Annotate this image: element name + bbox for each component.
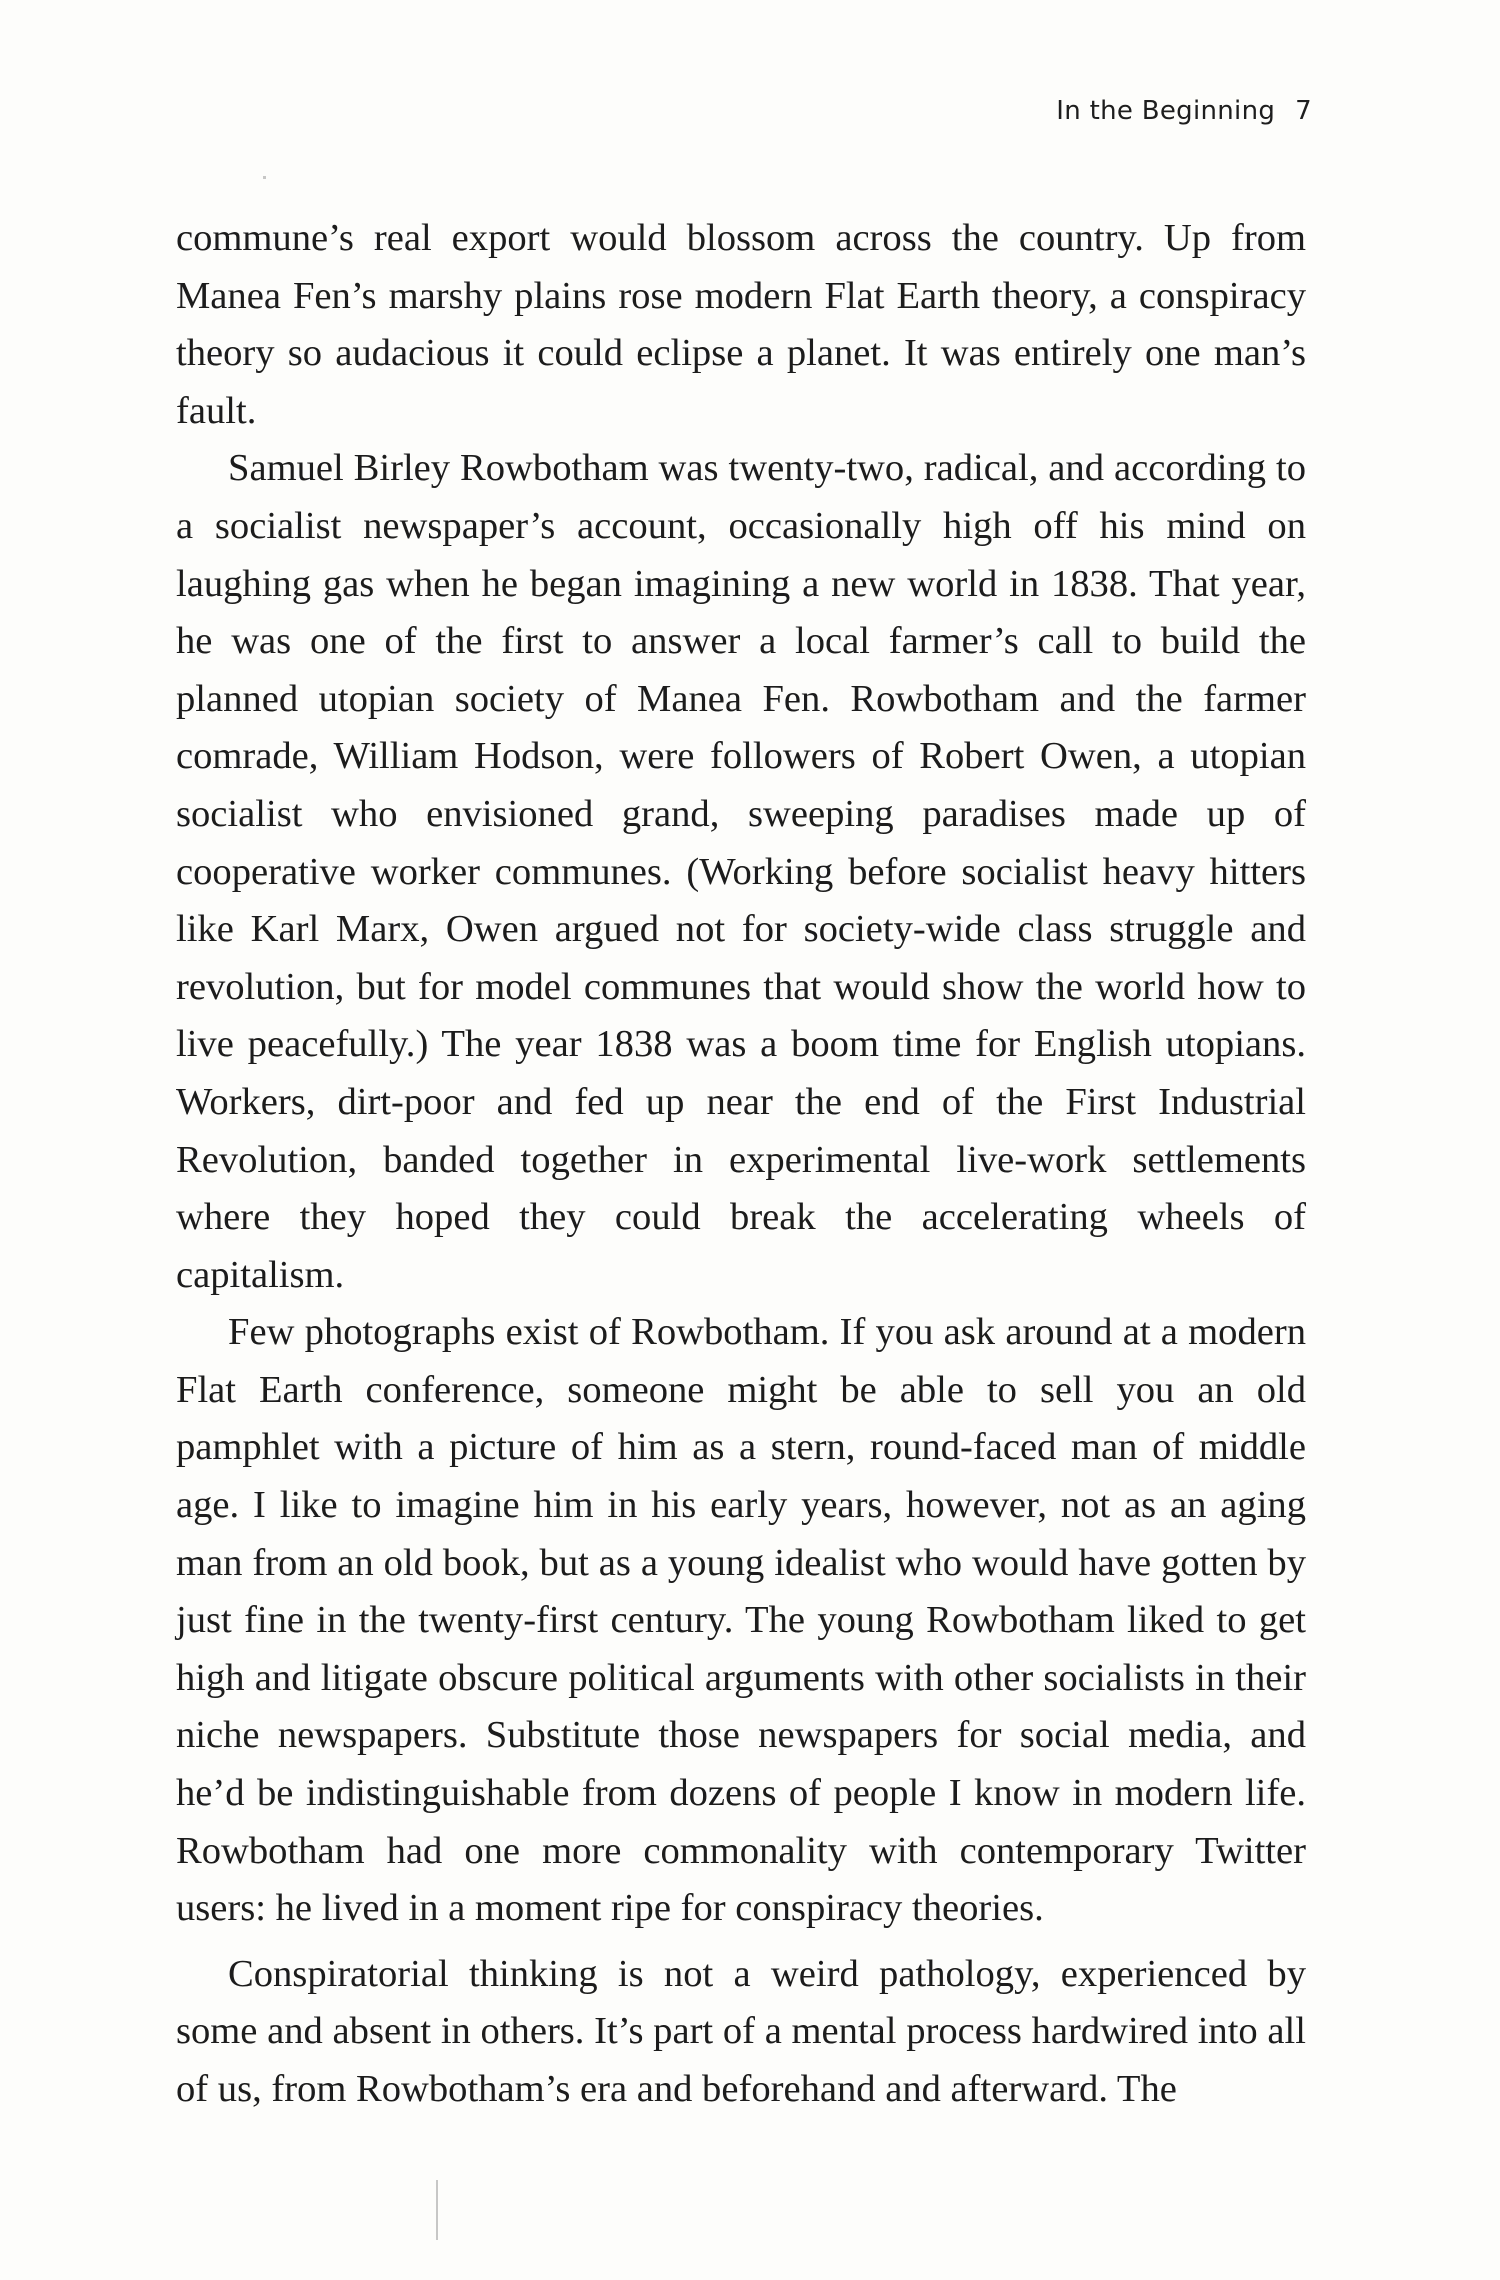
paragraph-rowbotham-intro: Samuel Birley Rowbotham was twenty-two, radical, and according to a socialist newspaper’s account, occasionally high off his mind on laughing gas when he began imagining a new world in 1838. That year, he was one of the first to answer a local farmer’s call to build the planned utopian society of Manea Fen. Rowbotham and the farmer comrade, William Hodson, were followers of Robert Owen, a utopian socialist who envisioned grand, sweeping paradises made up of cooperative worker communes. (Working before socialist heavy hitters like Karl Marx, Owen argued not for society-wide class struggle and revolution, but for model communes that would show the world how to live peacefully.) The year 1838 was a boom time for English utopians. Workers, dirt-poor and fed up near the end of the First Industrial Revolution, banded together in experimental live-work settlements where they hoped they could break the accelerating wheels of capitalism.: [176, 447, 1306, 1296]
running-title: In the Beginning: [1056, 96, 1276, 126]
page-number: 7: [1295, 96, 1312, 126]
scan-artifact-dot: [263, 176, 266, 179]
paragraph-continuation: commune’s real export would blossom across the country. Up from Manea Fen’s marshy plains rose modern Flat Earth theory, a conspiracy theory so audacious it could eclipse a planet. It was entirely one man’s fault.: [176, 217, 1306, 432]
body-text: [176, 210, 1306, 2119]
scan-artifact-line: [436, 2180, 438, 2240]
running-head: [1056, 96, 1312, 126]
paragraph-photographs: Few photographs exist of Rowbotham. If you ask around at a modern Flat Earth conference, someone might be able to sell you an old pamphlet with a picture of him as a stern, round-faced man of middle age. I like to imagine him in his early years, however, not as an aging man from an old book, but as a young idealist who would have gotten by just fine in the twenty-first century. The young Rowbotham liked to get high and litigate obscure political arguments with other socialists in their niche newspapers. Substitute those newspapers for social media, and he’d be indistinguishable from dozens of people I know in modern life. Rowbotham had one more commonality with contemporary Twitter users: he lived in a moment ripe for conspiracy theories.: [176, 1311, 1306, 1930]
paragraph-conspiratorial-thinking: Conspiratorial thinking is not a weird pathology, experienced by some and absent in others. It’s part of a mental process hardwired into all of us, from Rowbotham’s era and beforehand and afterward. The: [176, 1952, 1306, 2110]
